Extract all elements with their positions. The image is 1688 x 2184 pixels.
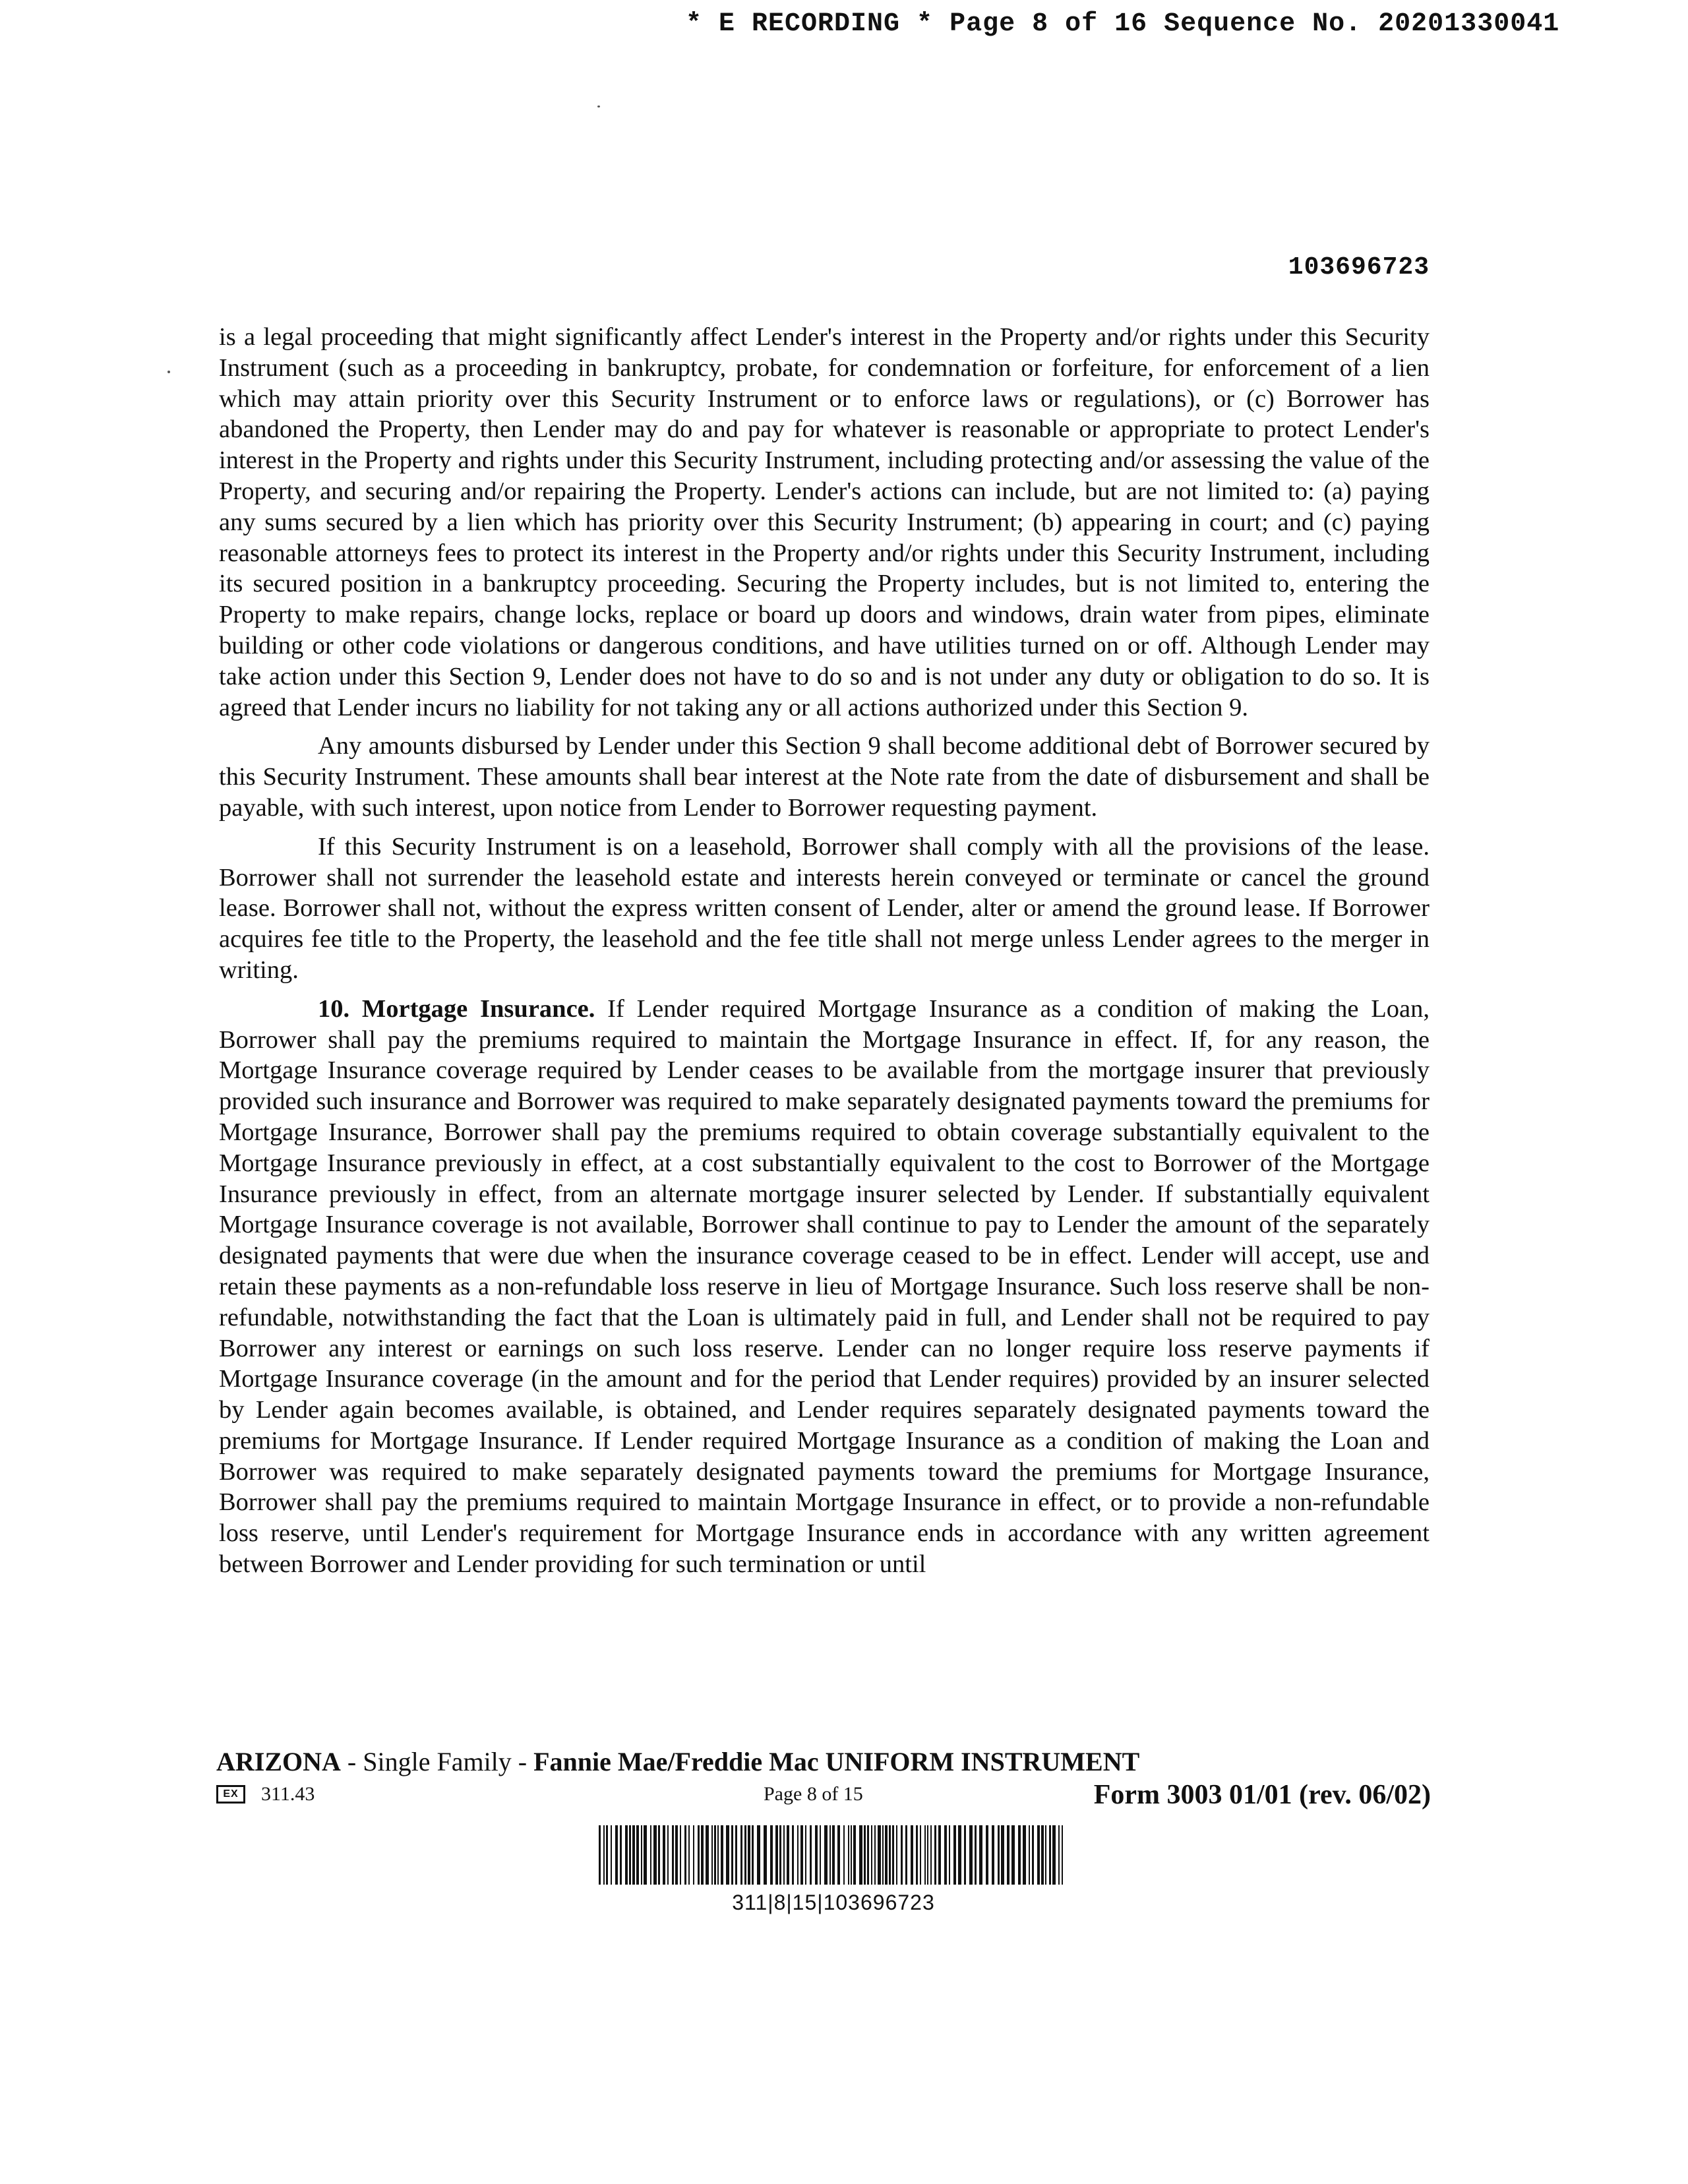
barcode-bar bbox=[757, 1825, 760, 1885]
barcode-bar bbox=[998, 1825, 1000, 1885]
barcode-bar bbox=[848, 1825, 849, 1885]
barcode-bar bbox=[837, 1825, 840, 1885]
barcode-bar bbox=[667, 1825, 669, 1885]
recording-header: * E RECORDING * Page 8 of 16 Sequence No. 20201330041 bbox=[686, 9, 1560, 39]
barcode-bar bbox=[851, 1825, 852, 1885]
barcode-block bbox=[599, 1825, 1068, 1915]
barcode-bar bbox=[975, 1825, 977, 1885]
page-number: Page 8 of 15 bbox=[764, 1783, 863, 1805]
barcode-bar bbox=[820, 1825, 821, 1885]
barcode-bar bbox=[783, 1825, 785, 1885]
barcode-bar bbox=[688, 1825, 690, 1885]
barcode-bar bbox=[916, 1825, 918, 1885]
barcode-bar bbox=[748, 1825, 750, 1885]
barcode-bar bbox=[658, 1825, 660, 1885]
barcode-bar bbox=[927, 1825, 928, 1885]
loan-number: 103696723 bbox=[1288, 253, 1430, 282]
barcode-bar bbox=[764, 1825, 767, 1885]
barcode-bar bbox=[675, 1825, 678, 1885]
barcode-bar bbox=[874, 1825, 876, 1885]
barcode-number: 311|8|15|103696723 bbox=[732, 1891, 935, 1914]
barcode-bar bbox=[701, 1825, 704, 1885]
barcode-bar bbox=[901, 1825, 903, 1885]
barcode-bar bbox=[1058, 1825, 1060, 1885]
barcode-bar bbox=[832, 1825, 835, 1885]
barcode-bar bbox=[859, 1825, 862, 1885]
barcode-bar bbox=[726, 1825, 729, 1885]
barcode-bar bbox=[864, 1825, 866, 1885]
barcode-bar bbox=[1052, 1825, 1056, 1885]
barcode-bar bbox=[606, 1825, 608, 1885]
form-code: 311.43 bbox=[261, 1783, 315, 1805]
barcode-bar bbox=[714, 1825, 716, 1885]
barcode-bar bbox=[684, 1825, 686, 1885]
barcode-bar bbox=[949, 1825, 950, 1885]
barcode-bar bbox=[800, 1825, 803, 1885]
barcode-bar bbox=[889, 1825, 891, 1885]
barcode-bar bbox=[924, 1825, 926, 1885]
barcode-bar bbox=[752, 1825, 754, 1885]
barcode-bar bbox=[885, 1825, 888, 1885]
barcode-bar bbox=[620, 1825, 622, 1885]
barcode-bar bbox=[721, 1825, 723, 1885]
barcode-bar bbox=[706, 1825, 709, 1885]
barcode-bar bbox=[871, 1825, 872, 1885]
barcode-bar bbox=[824, 1825, 828, 1885]
barcode-bar bbox=[953, 1825, 956, 1885]
barcode-bar bbox=[711, 1825, 713, 1885]
footer-separator: - Single Family - bbox=[340, 1747, 534, 1776]
barcode-bar bbox=[896, 1825, 897, 1885]
footer-row bbox=[216, 1779, 1431, 1816]
section-10-text: If Lender required Mortgage Insurance as a condition of making the Loan, Borrower shall pay the premiums required to maintain the Mortgage Insurance in effect. If, for any reason, the Mortgage Insurance coverage required by Lender ceases to be available from the mortgage insurer that previously provided such insurance and Borrower was required to make separately designated payments toward the premiums for Mortgage Insurance, Borrower shall pay the premiums required to obtain coverage substantially equivalent to the Mortgage Insurance previously in effect, at a cost substantially equivalent to the cost to Borrower of the Mortgage Insurance previously in effect, from an alternate mortgage insurer selected by Lender. If substantially equivalent Mortgage Insurance coverage is not available, Borrower shall continue to pay to Lender the amount of the separately designated payments that were due when the insurance coverage ceased to be in effect. Lender will accept, use and retain these payments as a non-refundable loss reserve in lieu of Mortgage Insurance. Such loss reserve shall be non-refundable, notwithstanding the fact that the Loan is ultimately paid in full, and Lender shall not be required to pay Borrower any interest or earnings on such loss reserve. Lender can no longer require loss reserve payments if Mortgage Insurance coverage (in the amount and for the period that Lender requires) provided by an insurer selected by Lender again becomes available, is obtained, and Lender requires separately designated payments toward the premiums for Mortgage Insurance. If Lender required Mortgage Insurance as a condition of making the Loan and Borrower was required to make separately designated payments toward the premiums for Mortgage Insurance, Borrower shall pay the premiums required to maintain Mortgage Insurance in effect, or to provide a non-refundable loss reserve, until Lender's requirement for Mortgage Insurance ends in accordance with any written agreement between Borrower and Lender providing for such termination or until bbox=[219, 994, 1430, 1579]
barcode-bar bbox=[680, 1825, 681, 1885]
barcode-bar bbox=[653, 1825, 657, 1885]
barcode-bar bbox=[740, 1825, 742, 1885]
paragraph-continuation: is a legal proceeding that might significantly affect Lender's interest in the Property and/or rights under this Security Instrument (such as a proceeding in bankruptcy, probate, for condemnation or forfeiture, for enforcement of a lien which may attain priority over this Security Instrument or to enforce laws or regulations), or (c) Borrower has abandoned the Property, then Lender may do and pay for whatever is reasonable or appropriate to protect Lender's interest in the Property and rights under this Security Instrument, including protecting and/or assessing the value of the Property, and securing and/or repairing the Property. Lender's actions can include, but are not limited to: (a) paying any sums secured by a lien which has priority over this Security Instrument; (b) appearing in court; and (c) paying reasonable attorneys fees to protect its interest in the Property and/or rights under this Security Instrument, including its secured position in a bankruptcy proceeding. Securing the Property includes, but is not limited to, entering the Property to make repairs, change locks, replace or board up doors and windows, drain water from pipes, eliminate building or other code violations or dangerous conditions, and have utilities turned on or off. Although Lender may take action under this Section 9, Lender does not have to do so and is not under any duty or obligation to do so. It is agreed that Lender incurs no liability for not taking any or all actions authorized under this Section 9. bbox=[219, 323, 1430, 721]
barcode-bar bbox=[986, 1825, 988, 1885]
barcode-bar bbox=[815, 1825, 818, 1885]
barcode-bar bbox=[629, 1825, 631, 1885]
barcode-bar bbox=[843, 1825, 845, 1885]
barcode-bar bbox=[810, 1825, 812, 1885]
barcode-bar bbox=[1023, 1825, 1026, 1885]
barcode-bar bbox=[882, 1825, 884, 1885]
footer-state: ARIZONA bbox=[216, 1747, 341, 1776]
barcode-bar bbox=[1018, 1825, 1021, 1885]
barcode-bar bbox=[735, 1825, 737, 1885]
form-footer bbox=[216, 1746, 1431, 1816]
barcode-bar bbox=[717, 1825, 719, 1885]
barcode-bar bbox=[615, 1825, 618, 1885]
barcode-bar bbox=[1045, 1825, 1046, 1885]
paragraph-disbursement: Any amounts disbursed by Lender under this Section 9 shall become additional debt of Borrower secured by this Security Instrument. These amounts shall bear interest at the Note rate from the date of disbursement and shall be payable, with such interest, upon notice from Lender to Borrower requesting payment. bbox=[219, 732, 1430, 822]
barcode-bar bbox=[1032, 1825, 1034, 1885]
barcode-bar bbox=[905, 1825, 907, 1885]
barcode-bar bbox=[779, 1825, 781, 1885]
barcode-bar bbox=[731, 1825, 733, 1885]
barcode-bar bbox=[744, 1825, 746, 1885]
barcode-bar bbox=[1049, 1825, 1051, 1885]
barcode-bar bbox=[632, 1825, 635, 1885]
document-body bbox=[219, 322, 1430, 1588]
barcode-bar bbox=[878, 1825, 881, 1885]
barcode-bar bbox=[787, 1825, 789, 1885]
barcode-bar bbox=[853, 1825, 856, 1885]
barcode-bar bbox=[1041, 1825, 1044, 1885]
barcode-bar bbox=[1062, 1825, 1063, 1885]
barcode-bar bbox=[958, 1825, 961, 1885]
barcode-bar bbox=[792, 1825, 794, 1885]
barcode-bar bbox=[650, 1825, 651, 1885]
scan-speck bbox=[597, 106, 600, 107]
barcode-bar bbox=[944, 1825, 947, 1885]
barcode-bar bbox=[663, 1825, 665, 1885]
barcode-bar bbox=[641, 1825, 642, 1885]
barcode-bar bbox=[920, 1825, 921, 1885]
barcode-bar bbox=[775, 1825, 778, 1885]
ex-form-icon: EX bbox=[216, 1785, 245, 1804]
barcode-bar bbox=[611, 1825, 612, 1885]
barcode-icon bbox=[599, 1825, 1068, 1885]
barcode-bar bbox=[636, 1825, 639, 1885]
footer-title bbox=[216, 1746, 1431, 1778]
barcode-bar bbox=[797, 1825, 799, 1885]
barcode-bar bbox=[1029, 1825, 1030, 1885]
paragraph-leasehold: If this Security Instrument is on a leasehold, Borrower shall comply with all the provisions of the lease. Borrower shall not surrender the leasehold estate and interests herein conveyed or terminate or cancel the ground lease. Borrower shall not, without the express written consent of Lender, alter or amend the ground lease. If Borrower acquires fee title to the Property, the leasehold and the fee title shall not merge unless Lender agrees to the merger in writing. bbox=[219, 832, 1430, 984]
barcode-bar bbox=[892, 1825, 894, 1885]
barcode-bar bbox=[934, 1825, 936, 1885]
barcode-bar bbox=[770, 1825, 773, 1885]
barcode-bar bbox=[938, 1825, 941, 1885]
barcode-bar bbox=[625, 1825, 628, 1885]
barcode-bar bbox=[911, 1825, 913, 1885]
barcode-bar bbox=[599, 1825, 601, 1885]
barcode-bar bbox=[829, 1825, 831, 1885]
barcode-bar bbox=[979, 1825, 982, 1885]
barcode-bar bbox=[1007, 1825, 1010, 1885]
footer-instrument: Fannie Mae/Freddie Mac UNIFORM INSTRUMENT bbox=[533, 1747, 1140, 1776]
footer-code bbox=[216, 1783, 315, 1805]
barcode-bar bbox=[1011, 1825, 1015, 1885]
section-10-paragraph bbox=[219, 994, 1430, 1580]
barcode-bar bbox=[867, 1825, 869, 1885]
form-number: Form 3003 01/01 (rev. 06/02) bbox=[1093, 1780, 1431, 1810]
barcode-bar bbox=[1001, 1825, 1004, 1885]
barcode-bar bbox=[693, 1825, 694, 1885]
scan-speck bbox=[167, 371, 170, 373]
barcode-bar bbox=[603, 1825, 605, 1885]
barcode-bar bbox=[805, 1825, 806, 1885]
section-10-heading: 10. Mortgage Insurance. bbox=[318, 994, 595, 1023]
barcode-bar bbox=[672, 1825, 674, 1885]
barcode-bar bbox=[698, 1825, 700, 1885]
barcode-bar bbox=[1037, 1825, 1040, 1885]
barcode-bar bbox=[969, 1825, 973, 1885]
barcode-bar bbox=[992, 1825, 994, 1885]
barcode-bar bbox=[930, 1825, 932, 1885]
barcode-bar bbox=[644, 1825, 647, 1885]
barcode-bar bbox=[964, 1825, 966, 1885]
